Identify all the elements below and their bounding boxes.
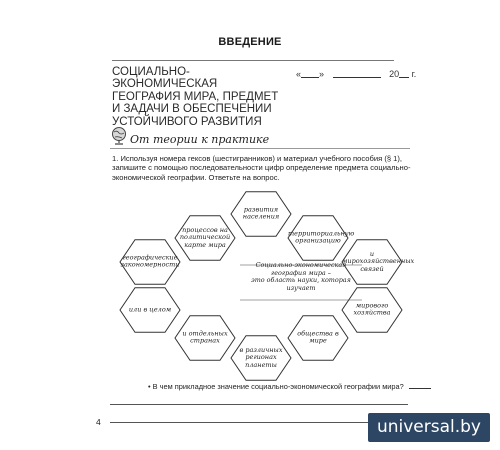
page-number: 4 [96, 417, 101, 427]
hex-label-upper-left: процессов на политической карте мира [179, 225, 231, 249]
hex-label-bottom: в различных регионах планеты [239, 345, 283, 369]
answer-line-1[interactable] [110, 404, 408, 405]
answer-line-2[interactable] [110, 422, 408, 423]
hex-label-far-right: и мирохозяйственных связей [342, 249, 415, 273]
question-text [148, 382, 408, 391]
hex-label-far-left: географические закономерности [120, 253, 180, 269]
hex-label-lower-left: и отдельных странах [182, 329, 228, 345]
question-label: • В чем прикладное значение социально-экономической географии мира? [148, 382, 404, 391]
watermark-badge: universal.by [368, 413, 490, 442]
hex-label-left: или в целом [128, 305, 172, 314]
hex-label-lower-right: общества в мире [297, 329, 339, 345]
question-inline-blank[interactable] [409, 388, 431, 389]
date-open-quote: « [296, 69, 302, 79]
center-line-2: это область науки, которая изучает [251, 276, 351, 292]
hex-label-upper-right: территориальную организацию [288, 229, 355, 245]
section-title: От теории к практике [130, 133, 270, 146]
date-year: 20 [389, 69, 400, 79]
center-definition [240, 262, 362, 292]
hex-label-right: мирового хозяйства [353, 301, 391, 317]
center-line-1: Социально-экономическая география мира – [255, 261, 347, 277]
date-year-suffix: г. [411, 69, 417, 79]
hex-label-top: развития населения [242, 205, 280, 221]
lesson-title: СОЦИАЛЬНО-ЭКОНОМИЧЕСКАЯ ГЕОГРАФИЯ МИРА, ПРЕДМЕТ И ЗАДАЧИ В ОБЕСПЕЧЕНИИ УСТОЙЧИВОГО РАЗВИТИЯ [112, 66, 279, 128]
date-close-quote: » [319, 69, 325, 79]
chapter-heading: ВВЕДЕНИЕ [218, 36, 282, 48]
task-text: 1. Используя номера гексов (шестигранников) и материал учебного пособия (§ 1), запишите с помощью последовательности цифр определение предмета социально-экономической географии. Ответьте на вопрос. [112, 154, 411, 182]
